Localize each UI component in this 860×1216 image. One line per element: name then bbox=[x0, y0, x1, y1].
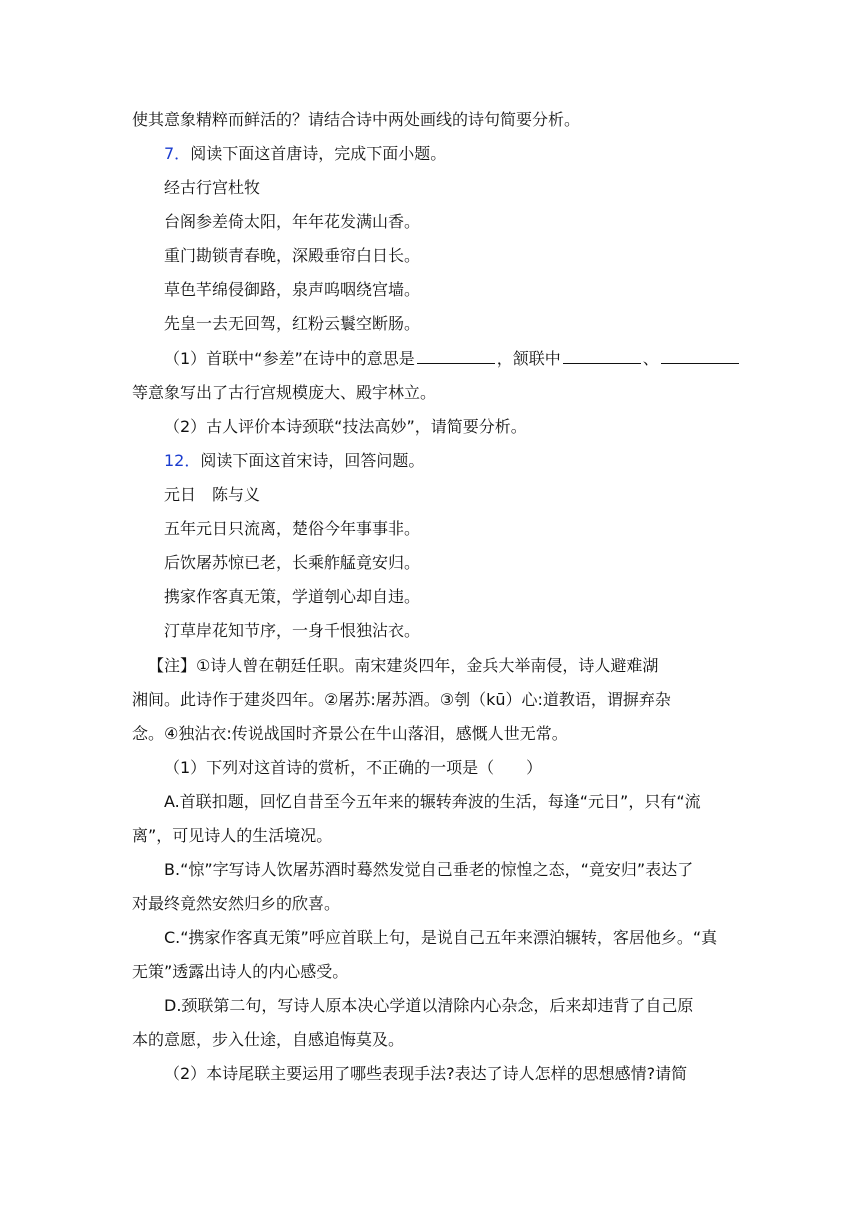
option-a-continued: 离”，可见诗人的生活境况。 bbox=[132, 826, 333, 845]
question-number: 7． bbox=[164, 144, 191, 163]
answer-blank[interactable] bbox=[563, 348, 641, 364]
sub-question-12-1: （1）下列对这首诗的赏析，不正确的一项是（ ） bbox=[164, 758, 543, 777]
option-d: D.颈联第二句，写诗人原本决心学道以清除内心杂念，后来却违背了自己原 bbox=[164, 996, 694, 1015]
option-d-continued: 本的意愿，步入仕途，自感追悔莫及。 bbox=[132, 1030, 405, 1049]
answer-blank[interactable] bbox=[661, 348, 739, 364]
question-prompt: 阅读下面这首唐诗，完成下面小题。 bbox=[190, 144, 447, 163]
poem-line: 汀草岸花知节序，一身千恨独沾衣。 bbox=[164, 621, 421, 640]
option-a: A.首联扣题，回忆自昔至今五年来的辗转奔波的生活，每逢“元日”，只有“流 bbox=[164, 792, 701, 811]
option-b: B.“惊”字写诗人饮屠苏酒时蓦然发觉自己垂老的惊惶之态，“竟安归”表达了 bbox=[164, 860, 694, 879]
text-span: （1）首联中“参差”在诗中的意思是 bbox=[164, 349, 415, 368]
poem-title: 元日 陈与义 bbox=[164, 485, 261, 504]
poem-line: 草色芊绵侵御路，泉声呜咽绕宫墙。 bbox=[164, 280, 421, 299]
question-prompt: 阅读下面这首宋诗，回答问题。 bbox=[200, 451, 425, 470]
poem-line: 台阁参差倚太阳，年年花发满山香。 bbox=[164, 212, 421, 231]
text-span: 、 bbox=[642, 349, 659, 368]
question-12-heading bbox=[164, 450, 764, 472]
poem-line: 后饮屠苏惊已老，长乘舴艋竟安归。 bbox=[164, 553, 421, 572]
note-line: 念。④独沾衣:传说战国时齐景公在牛山落泪，感慨人世无常。 bbox=[132, 724, 568, 743]
question-7-heading bbox=[164, 143, 764, 165]
sub-question-7-2: （2）古人评价本诗颈联“技法高妙”，请简要分析。 bbox=[164, 417, 527, 436]
answer-blank[interactable] bbox=[417, 348, 495, 364]
sub-question-12-2: （2）本诗尾联主要运用了哪些表现手法?表达了诗人怎样的思想感情?请简 bbox=[164, 1064, 688, 1083]
option-c-continued: 无策”透露出诗人的内心感受。 bbox=[132, 962, 349, 981]
option-b-continued: 对最终竟然安然归乡的欣喜。 bbox=[132, 894, 341, 913]
question-number: 12． bbox=[164, 451, 201, 470]
sub-question-7-1 bbox=[164, 348, 764, 370]
note-line: 湘间。此诗作于建炎四年。②屠苏:屠苏酒。③刳（kū）心:道教语，谓摒弃杂 bbox=[132, 690, 671, 709]
text-line: 使其意象精粹而鲜活的？请结合诗中两处画线的诗句简要分析。 bbox=[132, 110, 581, 129]
poem-line: 五年元日只流离，楚俗今年事事非。 bbox=[164, 519, 421, 538]
poem-line: 携家作客真无策，学道刳心却自违。 bbox=[164, 587, 421, 606]
text-span: ，颔联中 bbox=[496, 349, 561, 368]
note-line: 【注】①诗人曾在朝廷任职。南宋建炎四年，金兵大举南侵，诗人避难湖 bbox=[148, 656, 659, 675]
poem-line: 先皇一去无回驾，红粉云鬟空断肠。 bbox=[164, 314, 421, 333]
poem-line: 重门勘锁青春晚，深殿垂帘白日长。 bbox=[164, 246, 421, 265]
text-line: 等意象写出了古行宫规模庞大、殿宇林立。 bbox=[132, 383, 437, 402]
poem-title: 经古行宫杜牧 bbox=[164, 178, 261, 197]
option-c: C.“携家作客真无策”呼应首联上句，是说自己五年来漂泊辗转，客居他乡。“真 bbox=[164, 928, 718, 947]
